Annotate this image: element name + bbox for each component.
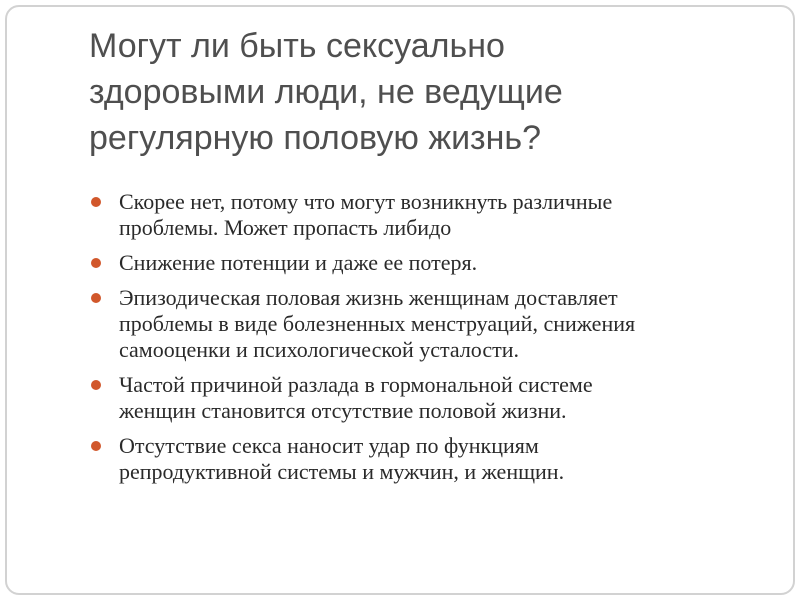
bullet-item (91, 285, 771, 363)
bullet-item (91, 433, 771, 485)
bullet-dot-icon (91, 441, 101, 451)
bullet-text-line: репродуктивной системы и мужчин, и женщин. (119, 459, 565, 484)
bullet-text-line: Отсутствие секса наносит удар по функциям (119, 433, 539, 458)
bullet-text-line: Эпизодическая половая жизнь женщинам доставляет (119, 285, 618, 310)
bullet-dot-icon (91, 258, 101, 268)
bullet-list (91, 189, 771, 494)
title-line: регулярную половую жизнь? (89, 119, 542, 157)
title-line: Могут ли быть сексуально (89, 27, 505, 65)
bullet-dot-icon (91, 197, 101, 207)
bullet-text-line: Снижение потенции и даже ее потеря. (119, 250, 478, 275)
slide (5, 5, 795, 595)
bullet-text-line: Частой причиной разлада в гормональной системе (119, 372, 593, 397)
title-line: здоровыми люди, не ведущие (89, 73, 563, 111)
bullet-item (91, 250, 771, 276)
bullet-item (91, 189, 771, 241)
bullet-dot-icon (91, 293, 101, 303)
bullet-dot-icon (91, 380, 101, 390)
slide-title (89, 23, 769, 161)
bullet-text-line: Скорее нет, потому что могут возникнуть различные (119, 189, 613, 214)
bullet-text-line: проблемы в виде болезненных менструаций, снижения (119, 311, 636, 336)
bullet-item (91, 372, 771, 424)
bullet-text-line: самооценки и психологической усталости. (119, 337, 519, 362)
bullet-text-line: проблемы. Может пропасть либидо (119, 215, 452, 240)
bullet-text-line: женщин становится отсутствие половой жизни. (119, 398, 567, 423)
